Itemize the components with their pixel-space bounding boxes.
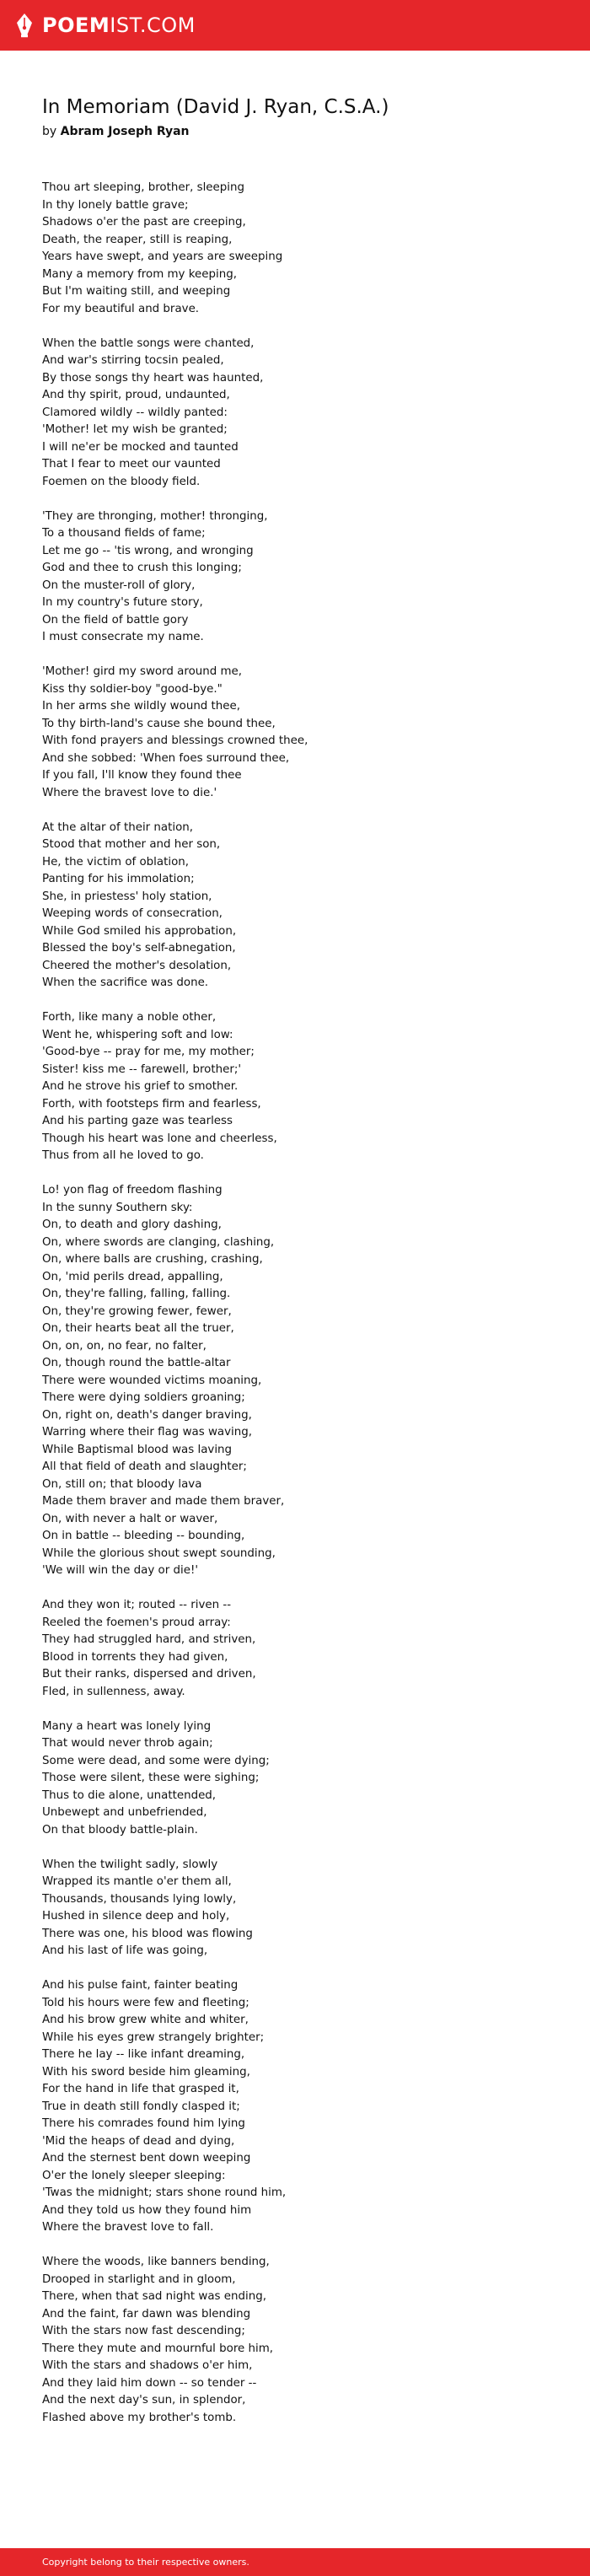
- poem-line: Cheered the mother's desolation,: [42, 959, 232, 972]
- poem-line: 'Mother! let my wish be granted;: [42, 423, 228, 436]
- poem-line: True in death still fondly clasped it;: [42, 2100, 240, 2113]
- poem-line: At the altar of their nation,: [42, 820, 194, 834]
- poem-line: On, right on, death's danger braving,: [42, 1408, 252, 1422]
- author-link[interactable]: Abram Joseph Ryan: [60, 125, 190, 138]
- poem-line: In thy lonely battle grave;: [42, 198, 189, 212]
- poem-line: And his last of life was going,: [42, 1944, 208, 1957]
- poem-line: On, they're falling, falling, falling.: [42, 1288, 231, 1300]
- poem-line: On, where balls are crushing, crashing,: [42, 1253, 263, 1266]
- poem-line: Went he, whispering soft and low:: [42, 1028, 233, 1041]
- poem-line: On that bloody battle-plain.: [42, 1823, 198, 1837]
- stanza: [42, 508, 548, 647]
- poem-line: Thus from all he loved to go.: [42, 1149, 204, 1162]
- poem-line: Lo! yon flag of freedom flashing: [42, 1184, 223, 1197]
- site-footer: [0, 2548, 590, 2576]
- stanza: [42, 664, 548, 802]
- poem-line: When the twilight sadly, slowly: [42, 1858, 218, 1871]
- poem-body: [42, 180, 548, 2427]
- poem-line: And thy spirit, proud, undaunted,: [42, 389, 230, 401]
- poem-line: But their ranks, dispersed and driven,: [42, 1668, 256, 1681]
- poem-line: While the glorious shout swept sounding,: [42, 1546, 276, 1560]
- poem-line: Blood in torrents they had given,: [42, 1650, 228, 1664]
- poem-line: But I'm waiting still, and weeping: [42, 285, 231, 298]
- poem-line: And they won it; routed -- riven --: [42, 1599, 232, 1611]
- poem-line: On, 'mid perils dread, appalling,: [42, 1270, 223, 1283]
- poem-line: On the muster-roll of glory,: [42, 578, 196, 592]
- poem-line: Those were silent, these were sighing;: [42, 1772, 260, 1784]
- poem-line: And the faint, far dawn was blending: [42, 2307, 251, 2321]
- poem-line: 'Mid the heaps of dead and dying,: [42, 2134, 235, 2148]
- poem-line: He, the victim of oblation,: [42, 855, 190, 869]
- poem-line: Reeled the foemen's proud array:: [42, 1616, 231, 1629]
- poem-line: On, though round the battle-altar: [42, 1357, 231, 1369]
- poem-line: Sister! kiss me -- farewell, brother;': [42, 1062, 242, 1076]
- brand-light-text: IST.COM: [110, 13, 196, 37]
- stanza: [42, 180, 548, 318]
- poem-line: All that field of death and slaughter;: [42, 1460, 247, 1473]
- poem-line: While his eyes grew strangely brighter;: [42, 2030, 265, 2044]
- poem-line: On, on, on, no fear, no falter,: [42, 1339, 206, 1353]
- poem-line: To thy birth-land's cause she bound thee,: [42, 717, 276, 730]
- poem-line: On, to death and glory dashing,: [42, 1218, 222, 1231]
- poem-line: Death, the reaper, still is reaping,: [42, 233, 233, 246]
- poem-line: 'Mother! gird my sword around me,: [42, 665, 243, 678]
- poem-line: On the field of battle gory: [42, 613, 189, 627]
- brand-strong-text: POEM: [42, 13, 110, 37]
- poem-line: Drooped in starlight and in gloom,: [42, 2272, 236, 2286]
- poem-line: On in battle -- bleeding -- bounding,: [42, 1530, 245, 1542]
- poem-line: And war's stirring tocsin pealed,: [42, 354, 224, 367]
- site-header: [0, 0, 590, 51]
- poem-line: 'Twas the midnight; stars shone round him,: [42, 2186, 287, 2199]
- poem-line: When the sacrifice was done.: [42, 976, 209, 989]
- stanza: [42, 336, 548, 492]
- poem-line: And the sternest bent down weeping: [42, 2152, 251, 2165]
- poem-line: Forth, with footsteps firm and fearless,: [42, 1097, 261, 1111]
- poem-title: In Memoriam (David J. Ryan, C.S.A.): [42, 96, 389, 118]
- poem-line: There they mute and mournful bore him,: [42, 2342, 274, 2355]
- poem-line: There he lay -- like infant dreaming,: [42, 2048, 245, 2061]
- poem-line: While God smiled his approbation,: [42, 924, 237, 938]
- poem-line: I will ne'er be mocked and taunted: [42, 440, 239, 454]
- poem-line: Many a heart was lonely lying: [42, 1719, 212, 1733]
- stanza: [42, 1857, 548, 1960]
- stanza: [42, 1718, 548, 1840]
- poem-line: With his sword beside him gleaming,: [42, 2065, 250, 2079]
- poem-line: Stood that mother and her son,: [42, 838, 221, 851]
- poem-line: There were dying soldiers groaning;: [42, 1391, 245, 1404]
- poem-line: And his pulse faint, fainter beating: [42, 1979, 239, 1992]
- poem-line: Some were dead, and some were dying;: [42, 1754, 270, 1767]
- poem-line: By those songs thy heart was haunted,: [42, 371, 264, 385]
- poem-line: And he strove his grief to smother.: [42, 1080, 239, 1093]
- poem-line: Foemen on the bloody field.: [42, 475, 201, 488]
- poem-line: There was one, his blood was flowing: [42, 1927, 253, 1940]
- poem-line: With fond prayers and blessings crowned thee,: [42, 734, 308, 747]
- poem-line: Years have swept, and years are sweeping: [42, 250, 283, 263]
- poem-line: Unbewept and unbefriended,: [42, 1806, 207, 1819]
- poem-line: That I fear to meet our vaunted: [42, 458, 221, 471]
- poem-line: 'Good-bye -- pray for me, my mother;: [42, 1046, 255, 1058]
- poem-line: With the stars now fast descending;: [42, 2325, 245, 2337]
- copyright-notice: Copyright belong to their respective owners.: [42, 2557, 249, 2568]
- poem-line: For the hand in life that grasped it,: [42, 2083, 239, 2095]
- poem-line: Where the woods, like banners bending,: [42, 2256, 270, 2268]
- poem-line: With the stars and shadows o'er him,: [42, 2359, 253, 2372]
- poem-line: 'We will win the day or die!': [42, 1564, 198, 1577]
- poem-line: While Baptismal blood was laving: [42, 1443, 233, 1456]
- poem-line: Weeping words of consecration,: [42, 907, 223, 920]
- poem-line: Flashed above my brother's tomb.: [42, 2411, 237, 2424]
- poem-line: She, in priestess' holy station,: [42, 890, 212, 903]
- poem-line: Let me go -- 'tis wrong, and wronging: [42, 544, 254, 557]
- poem-line: Many a memory from my keeping,: [42, 267, 237, 281]
- poem-line: There, when that sad night was ending,: [42, 2290, 266, 2303]
- poem-line: On, still on; that bloody lava: [42, 1477, 202, 1491]
- poem-line: In my country's future story,: [42, 596, 203, 609]
- poem-line: When the battle songs were chanted,: [42, 336, 255, 350]
- stanza: [42, 1977, 548, 2237]
- poem-line: For my beautiful and brave.: [42, 302, 200, 315]
- poem-line: If you fall, I'll know they found thee: [42, 769, 242, 782]
- poem-line: God and thee to crush this longing;: [42, 562, 242, 574]
- poem-line: Panting for his immolation;: [42, 873, 195, 885]
- poem-line: And his brow grew white and whiter,: [42, 2014, 249, 2026]
- poem-line: Forth, like many a noble other,: [42, 1011, 217, 1024]
- pen-nib-icon[interactable]: [15, 13, 34, 38]
- poem-line: And the next day's sun, in splendor,: [42, 2394, 246, 2407]
- poem-line: Kiss thy soldier-boy "good-bye.": [42, 682, 223, 696]
- poem-line: Though his heart was lone and cheerless,: [42, 1132, 277, 1145]
- poem-line: I must consecrate my name.: [42, 631, 204, 643]
- site-logo[interactable]: [42, 13, 196, 37]
- poem-line: They had struggled hard, and striven,: [42, 1633, 256, 1646]
- poem-line: On, where swords are clanging, clashing,: [42, 1235, 275, 1249]
- poem-line: 'They are thronging, mother! thronging,: [42, 509, 268, 523]
- poem-line: And his parting gaze was tearless: [42, 1115, 233, 1127]
- poem-line: Where the bravest love to die.': [42, 786, 217, 799]
- poem-line: Blessed the boy's self-abnegation,: [42, 942, 236, 955]
- poem-line: In the sunny Southern sky:: [42, 1201, 193, 1214]
- poem-line: Thou art sleeping, brother, sleeping: [42, 181, 244, 194]
- poem-line: On, with never a halt or waver,: [42, 1512, 218, 1525]
- poem-line: Shadows o'er the past are creeping,: [42, 216, 246, 229]
- poem-line: And she sobbed: 'When foes surround thee,: [42, 751, 290, 765]
- stanza: [42, 1597, 548, 1701]
- poem-line: Fled, in sullenness, away.: [42, 1685, 185, 1698]
- stanza: [42, 2254, 548, 2427]
- poem-line: In her arms she wildly wound thee,: [42, 700, 241, 713]
- poem-line: And they laid him down -- so tender --: [42, 2376, 257, 2390]
- poem-line: On, their hearts beat all the truer,: [42, 1322, 234, 1335]
- poem-line: Wrapped its mantle o'er them all,: [42, 1875, 232, 1888]
- poem-line: Thus to die alone, unattended,: [42, 1788, 217, 1802]
- poem-line: Hushed in silence deep and holy,: [42, 1910, 230, 1923]
- poem-line: And they told us how they found him: [42, 2203, 252, 2217]
- byline: [42, 123, 548, 140]
- poem-line: Thousands, thousands lying lowly,: [42, 1892, 237, 1906]
- poem-line: Clamored wildly -- wildly panted:: [42, 406, 228, 419]
- poem-content: [42, 95, 548, 2444]
- by-label: by: [42, 125, 57, 138]
- poem-line: That would never throb again;: [42, 1737, 213, 1750]
- poem-line: Told his hours were few and fleeting;: [42, 1996, 249, 2009]
- poem-line: Made them braver and made them braver,: [42, 1495, 285, 1508]
- stanza: [42, 820, 548, 992]
- stanza: [42, 1182, 548, 1580]
- poem-line: On, they're growing fewer, fewer,: [42, 1304, 232, 1318]
- poem-line: There his comrades found him lying: [42, 2117, 245, 2130]
- poem-line: Warring where their flag was waving,: [42, 1426, 253, 1439]
- poem-line: Where the bravest love to fall.: [42, 2221, 214, 2234]
- poem-line: O'er the lonely sleeper sleeping:: [42, 2169, 226, 2182]
- poem-line: To a thousand fields of fame;: [42, 527, 206, 540]
- poem-line: There were wounded victims moaning,: [42, 1374, 262, 1387]
- stanza: [42, 1009, 548, 1165]
